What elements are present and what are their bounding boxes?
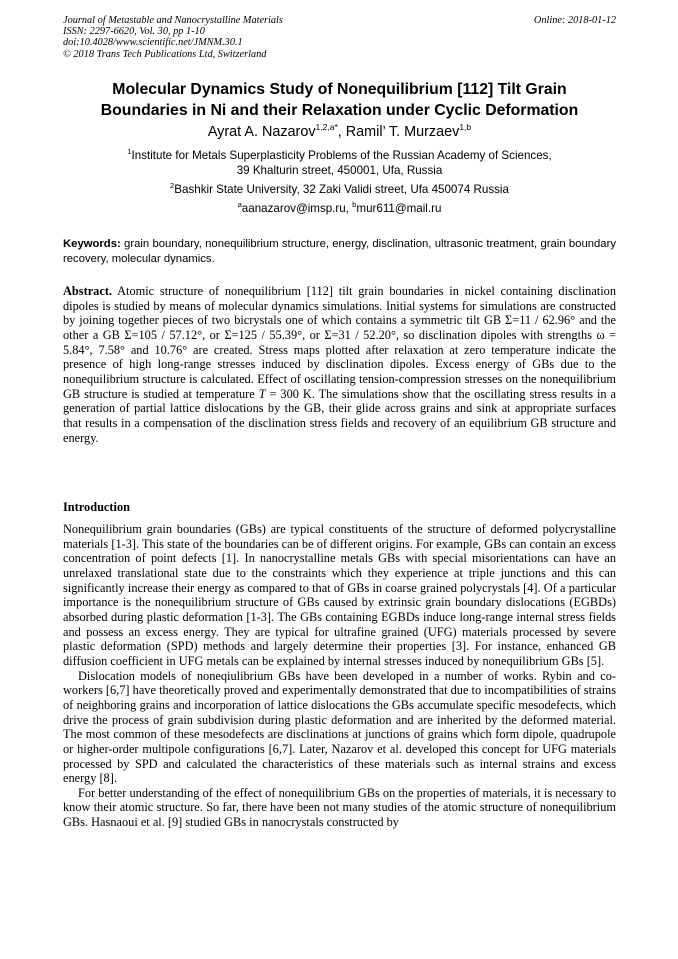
affiliation-1-line-1: Institute for Metals Superplasticity Problems of the Russian Academy of Sciences, bbox=[131, 149, 552, 162]
email-b[interactable]: mur611@mail.ru bbox=[356, 202, 442, 215]
email-b-mark: b bbox=[352, 200, 357, 209]
journal-issn: ISSN: 2297-6620, Vol. 30, pp 1-10 bbox=[63, 26, 205, 38]
journal-doi: doi:10.4028/www.scientific.net/JMNM.30.1 bbox=[63, 37, 243, 49]
author-2-affil-mark: 1,b bbox=[459, 122, 472, 132]
title-line-1: Molecular Dynamics Study of Nonequilibrium [112] Tilt Grain bbox=[112, 81, 567, 98]
abstract-label: Abstract. bbox=[63, 284, 113, 298]
email-a[interactable]: aanazarov@imsp.ru, bbox=[241, 202, 353, 215]
affiliation-2-line-1: Bashkir State University, 32 Zaki Validi street, Ufa 450074 Russia bbox=[174, 183, 509, 196]
abstract-text-2: = 300 K. The simulations show that the oscillating stress results in a generation of partial lattice dislocations by the GB, their glide across grains and sink at appropriate surfaces that results in a compensation of the disclination stress fields and recovery of an equilibrium GB structure and energy. bbox=[63, 386, 616, 445]
keywords-section bbox=[63, 237, 616, 266]
introduction-heading: Introduction bbox=[63, 500, 130, 514]
affiliation-1-line-2: 39 Khalturin street, 450001, Ufa, Russia bbox=[236, 164, 443, 177]
affiliation-2-mark: 2 bbox=[170, 181, 175, 190]
abstract-temperature-symbol: T bbox=[258, 386, 266, 401]
email-a-mark: a bbox=[237, 200, 242, 209]
affiliation-1-mark: 1 bbox=[127, 147, 132, 156]
online-date: Online: 2018-01-12 bbox=[533, 15, 616, 26]
introduction-paragraph-3: For better understanding of the effect of nonequilibrium GBs on the properties of materials, it is necessary to know their atomic structure. So far, there have been not many studies of the atomic structure of nonequilibrium GBs. Hasnaoui et al. [9] studied GBs in nanocrystals constructed by bbox=[63, 785, 616, 830]
affiliation-1 bbox=[63, 148, 616, 178]
author-separator: , bbox=[337, 124, 346, 140]
keywords-text: grain boundary, nonequilibrium structure, energy, disclination, ultrasonic treatment, grain boundary recovery, molecular dynamics. bbox=[63, 238, 616, 265]
author-1-name: Ayrat A. Nazarov bbox=[207, 124, 316, 140]
author-1-affil-mark: 1,2,a* bbox=[315, 122, 338, 132]
introduction-body bbox=[63, 522, 616, 830]
author-list bbox=[63, 123, 616, 141]
journal-name: Journal of Metastable and Nanocrystalline Materials bbox=[63, 15, 283, 26]
paper-title bbox=[63, 80, 616, 121]
title-line-2: Boundaries in Ni and their Relaxation under Cyclic Deformation bbox=[100, 101, 579, 119]
introduction-paragraph-1: Nonequilibrium grain boundaries (GBs) are typical constituents of the structure of deformed polycrystalline materials [1-3]. This state of the boundaries can be of different origins. For example, GBs can contain an excess concentration of point defects [1]. In nanocrystalline metals GBs with special misorientations can have an unrelaxed translational state due to the constraints which they experience at triple junctions and this can significantly increase their energy as compared to that of GBs in coarse grained polycrystals [4]. Of a particular importance is the nonequilibrium structure of GBs caused by extrinsic grain boundary dislocations (EGBDs) absorbed during plastic deformation [1-3]. The GBs containing EGBDs induce long-range internal stress fields and possess an excess energy. They are typical for ultrafine grained (UFG) materials processed by severe plastic deformation (SPD) methods and largely determine their properties [3]. For instance, enhanced GB diffusion coefficient in UFG metals can be explained by internal stresses induced by nonequilibrium GBs [5]. bbox=[63, 522, 616, 668]
affiliation-2 bbox=[63, 182, 616, 197]
author-emails bbox=[63, 201, 616, 216]
introduction-paragraph-2: Dislocation models of noneqiulibrium GBs have been developed in a number of works. Rybin and co-workers [6,7] have theoretically proved and experimentally demonstrated that due to incompatibilities of strains of neighboring grains and incorporation of lattice dislocations the GBs accumulate specific mesodefects, which drive the process of grain subdivision during plastic deformation and are inherited by the deformed material. The most common of these mesodefects are disclinations at junctions of grains which form dipole, quadrupole or higher-order multipole configurations [6,7]. Later, Nazarov et al. developed this concept for UFG materials processed by SPD and calculated the characteristics of these materials such as internal strains and excess energy [8]. bbox=[63, 668, 616, 786]
journal-copyright: © 2018 Trans Tech Publications Ltd, Switzerland bbox=[63, 48, 267, 60]
abstract-text-1: Atomic structure of nonequilibrium [112] tilt grain boundaries in nickel containing disclination dipoles is studied by means of molecular dynamics simulations. Initial systems for simulations are constructed by joining together pieces of two bicrystals one of which contains a symmetric tilt GB Σ=11 / 62.96° and the other a GB Σ=105 / 57.12°, or Σ=125 / 55.39°, or Σ=31 / 52.20°, so disclination dipoles with strengths ω = 5.84°, 7.58° and 10.76° are created. Stress maps plotted after relaxation at zero temperature indicate the presence of high long-range stresses induced by disclination dipoles. Excess energy of GBs due to the nonequilibrium structure is calculated. Effect of oscillating tension-compression stresses on the nonequilibrium GB structure is studied at temperature bbox=[63, 284, 616, 401]
author-2-name: Ramil’ T. Murzaev bbox=[345, 124, 460, 140]
journal-header bbox=[63, 15, 616, 60]
keywords-label: Keywords: bbox=[63, 238, 121, 250]
abstract-section bbox=[63, 284, 616, 445]
